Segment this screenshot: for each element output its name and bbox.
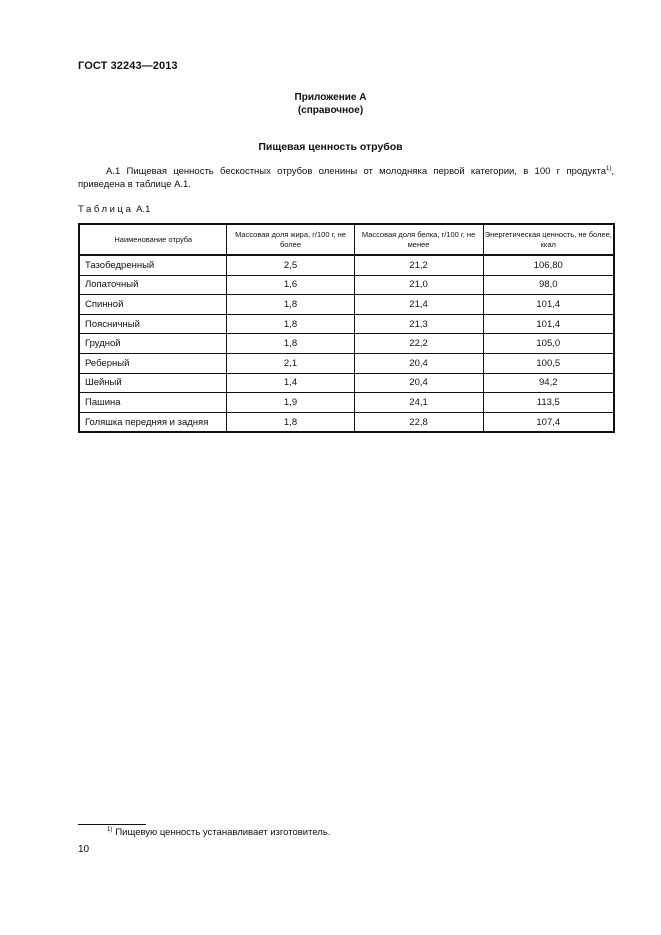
document-code: ГОСТ 32243—2013 <box>78 60 178 72</box>
table-row <box>79 334 614 354</box>
cell-cut-name: Тазобедренный <box>79 255 227 275</box>
table-row <box>79 393 614 413</box>
cell-fat: 2,1 <box>227 353 354 373</box>
cell-fat: 1,8 <box>227 314 354 334</box>
table-row <box>79 412 614 432</box>
intro-paragraph <box>78 165 614 191</box>
table-row <box>79 373 614 393</box>
footnote-reference: 1) <box>606 166 612 172</box>
cell-cut-name: Спинной <box>79 295 227 315</box>
table-header-row <box>79 224 614 255</box>
cell-energy: 113,5 <box>483 393 614 413</box>
cell-protein: 21,4 <box>354 295 483 315</box>
cell-cut-name: Шейный <box>79 373 227 393</box>
cell-cut-name: Пашина <box>79 393 227 413</box>
cell-fat: 1,4 <box>227 373 354 393</box>
header-fat: Массовая доля жира, г/100 г, не более <box>227 224 354 255</box>
cell-cut-name: Реберный <box>79 353 227 373</box>
page-number: 10 <box>78 844 90 855</box>
cell-protein: 22,2 <box>354 334 483 354</box>
table-row <box>79 314 614 334</box>
cell-cut-name: Лопаточный <box>79 275 227 295</box>
paragraph-text-before: А.1 Пищевая ценность бескостных отрубов оленины от молодняка первой категории, в 100 г продукта <box>106 166 607 177</box>
cell-protein: 21,0 <box>354 275 483 295</box>
cell-energy: 100,5 <box>483 353 614 373</box>
header-energy: Энергетическая ценность, не более, ккал <box>483 224 614 255</box>
paragraph-text-after: , приведена в таблице А.1. <box>78 166 614 190</box>
table-caption-number: А.1 <box>136 204 151 215</box>
cell-protein: 22,8 <box>354 412 483 432</box>
table-row <box>79 275 614 295</box>
cell-protein: 21,3 <box>354 314 483 334</box>
cell-fat: 2,5 <box>227 255 354 275</box>
cell-cut-name: Поясничный <box>79 314 227 334</box>
appendix-heading <box>0 91 661 117</box>
table-row <box>79 353 614 373</box>
table-row <box>79 255 614 275</box>
cell-energy: 94,2 <box>483 373 614 393</box>
section-title: Пищевая ценность отрубов <box>258 141 403 153</box>
table-caption-word: Таблица <box>78 204 134 215</box>
cell-fat: 1,8 <box>227 334 354 354</box>
cell-protein: 21,2 <box>354 255 483 275</box>
cell-fat: 1,8 <box>227 295 354 315</box>
appendix-title: Приложение А <box>294 92 367 103</box>
cell-energy: 106,80 <box>483 255 614 275</box>
cell-protein: 20,4 <box>354 353 483 373</box>
cell-energy: 107,4 <box>483 412 614 432</box>
cell-energy: 105,0 <box>483 334 614 354</box>
nutrition-table <box>78 223 615 433</box>
appendix-subtitle: (справочное) <box>297 105 364 116</box>
cell-protein: 20,4 <box>354 373 483 393</box>
cell-fat: 1,8 <box>227 412 354 432</box>
cell-protein: 24,1 <box>354 393 483 413</box>
cell-energy: 101,4 <box>483 314 614 334</box>
header-cut-name: Наименование отруба <box>79 224 227 255</box>
footnote-marker: 1) <box>107 827 113 833</box>
footnote <box>107 827 330 838</box>
cell-energy: 101,4 <box>483 295 614 315</box>
cell-fat: 1,6 <box>227 275 354 295</box>
table-row <box>79 295 614 315</box>
footnote-divider <box>78 824 146 825</box>
cell-fat: 1,9 <box>227 393 354 413</box>
header-protein: Массовая доля белка, г/100 г, не менее <box>354 224 483 255</box>
cell-energy: 98,0 <box>483 275 614 295</box>
footnote-text: Пищевую ценность устанавливает изготовитель. <box>115 827 331 838</box>
cell-cut-name: Голяшка передняя и задняя <box>79 412 227 432</box>
cell-cut-name: Грудной <box>79 334 227 354</box>
table-caption <box>78 204 150 215</box>
